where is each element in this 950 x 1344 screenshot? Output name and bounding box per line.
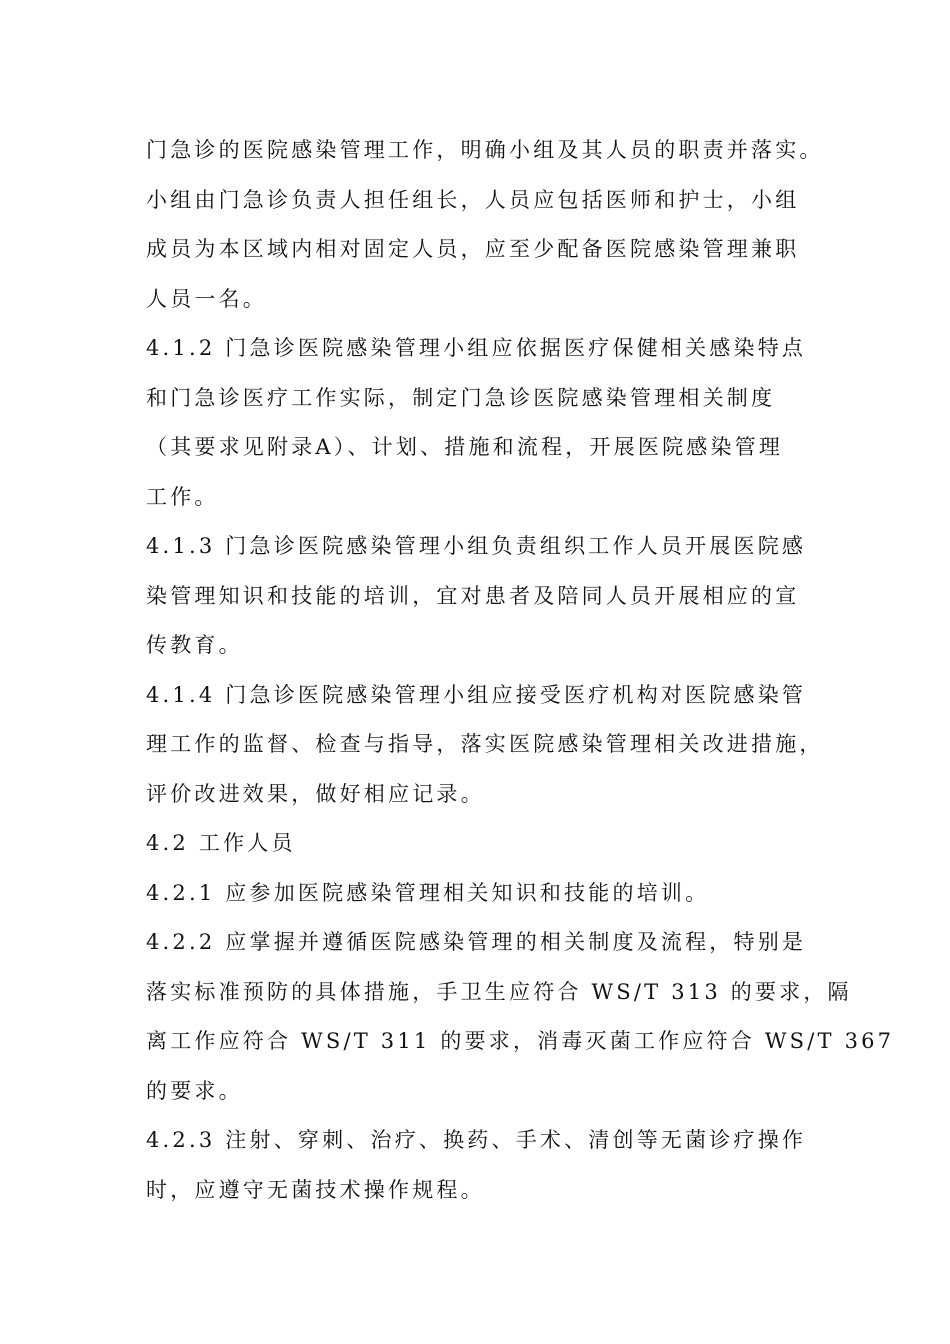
text-line: 人员一名。 [146, 286, 267, 311]
document-body [146, 126, 895, 1215]
section-4-2-3-line: 4.2.3 注射、穿刺、治疗、换药、手术、清创等无菌诊疗操作 [146, 1128, 807, 1152]
text-line: 传教育。 [146, 633, 243, 657]
section-4-1-2-line: 4.1.2 门急诊医院感染管理小组应依据医疗保健相关感染特点 [146, 336, 807, 360]
text-line: 工作。 [146, 484, 219, 509]
section-4-1-4-line: 4.1.4 门急诊医院感染管理小组应接受医疗机构对医院感染管 [146, 682, 807, 707]
text-line: 门急诊的医院感染管理工作，明确小组及其人员的职责并落实。 [146, 138, 824, 162]
section-4-2-1-line: 4.2.1 应参加医院感染管理相关知识和技能的培训。 [146, 880, 710, 905]
section-4-1-3-line: 4.1.3 门急诊医院感染管理小组负责组织工作人员开展医院感 [146, 534, 807, 558]
text-line: 小组由门急诊负责人担任组长，人员应包括医师和护士，小组 [146, 187, 800, 212]
text-line: 理工作的监督、检查与指导，落实医院感染管理相关改进措施， [146, 732, 824, 756]
section-heading-4-2: 4.2 工作人员 [146, 831, 296, 855]
text-line: 落实标准预防的具体措施，手卫生应符合 WS/T 313 的要求，隔 [146, 979, 852, 1004]
text-line: 染管理知识和技能的培训，宜对患者及陪同人员开展相应的宣 [146, 583, 800, 608]
section-4-2-2-line: 4.2.2 应掌握并遵循医院感染管理的相关制度及流程，特别是 [146, 930, 807, 954]
text-line: 离工作应符合 WS/T 311 的要求，消毒灭菌工作应符合 WS/T 367 [146, 1029, 895, 1053]
text-line: 和门急诊医疗工作实际，制定门急诊医院感染管理相关制度 [146, 385, 776, 410]
text-line: 成员为本区域内相对固定人员，应至少配备医院感染管理兼职 [146, 237, 800, 261]
text-line: 的要求。 [146, 1078, 243, 1103]
text-line: 时，应遵守无菌技术操作规程。 [146, 1177, 485, 1202]
text-line: 评价改进效果，做好相应记录。 [146, 781, 485, 806]
text-line: （其要求见附录A）、计划、措施和流程，开展医院感染管理 [146, 435, 784, 459]
